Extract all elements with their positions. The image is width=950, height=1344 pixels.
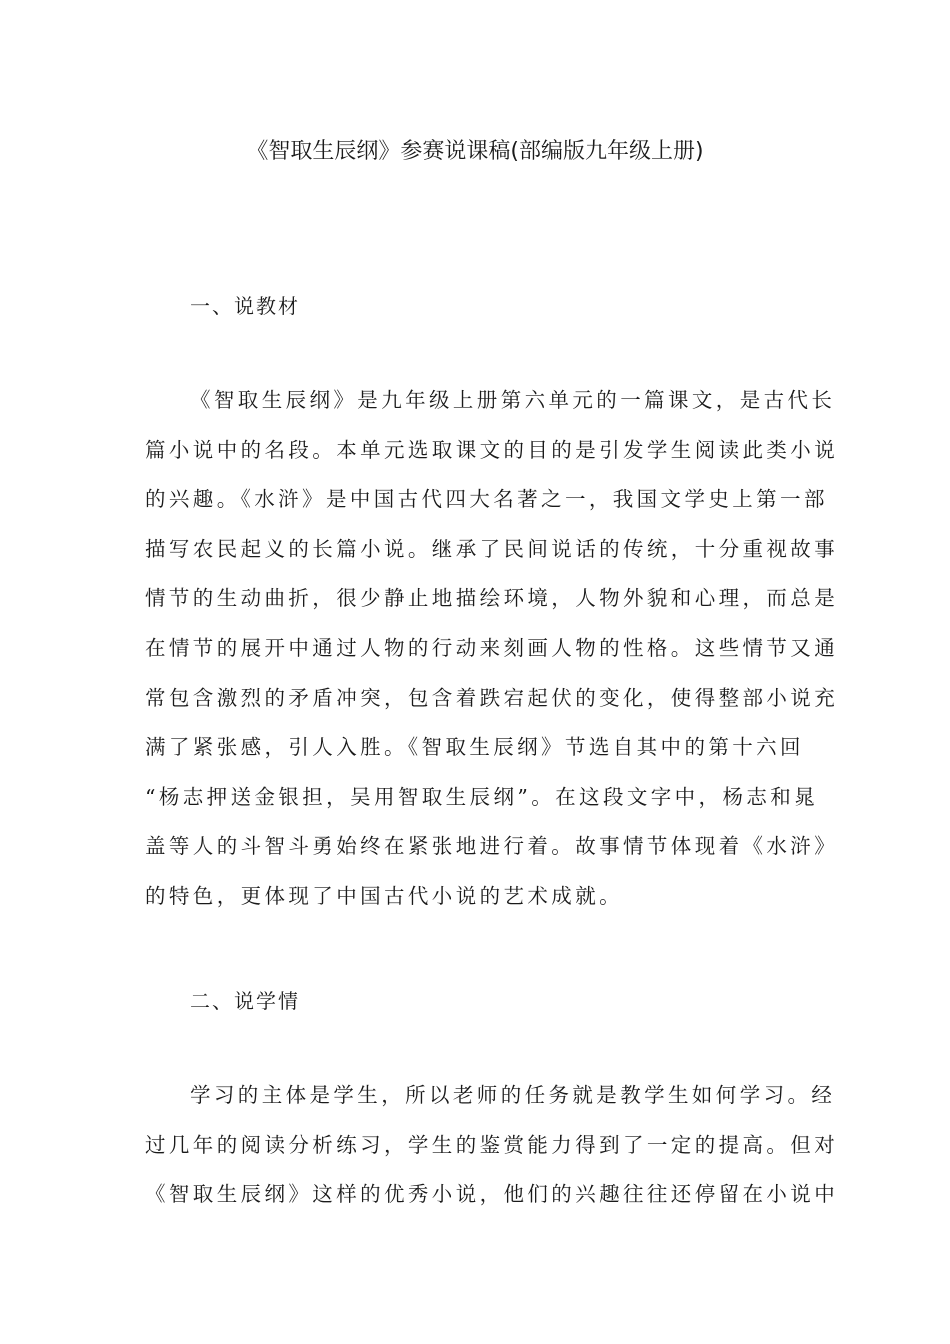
section-heading-students: 二、说学情 [190, 989, 300, 1013]
paragraph-line: 《智取生辰纲》这样的优秀小说，他们的兴趣往往还停留在小说中 [145, 1182, 839, 1207]
document-title: 《智取生辰纲》参赛说课稿(部编版九年级上册) [246, 139, 704, 164]
paragraph-line: 《智取生辰纲》是九年级上册第六单元的一篇课文，是古代长 [190, 388, 836, 412]
paragraph-line: 常包含激烈的矛盾冲突，包含着跌宕起伏的变化，使得整部小说充 [145, 685, 839, 710]
paragraph-line: 盖等人的斗智斗勇始终在紧张地进行着。故事情节体现着《水浒》 [145, 834, 839, 859]
paragraph-line: 描写农民起义的长篇小说。继承了民间说话的传统，十分重视故事 [145, 536, 839, 561]
paragraph-line: 满了紧张感，引人入胜。《智取生辰纲》节选自其中的第十六回 [145, 735, 804, 760]
paragraph-line: 篇小说中的名段。本单元选取课文的目的是引发学生阅读此类小说 [145, 437, 839, 462]
paragraph-line: “杨志押送金银担，吴用智取生辰纲”。在这段文字中，杨志和晁 [145, 784, 819, 809]
section-heading-textbook: 一、说教材 [190, 294, 300, 318]
paragraph-line: 过几年的阅读分析练习，学生的鉴赏能力得到了一定的提高。但对 [145, 1132, 839, 1157]
paragraph-line: 情节的生动曲折，很少静止地描绘环境，人物外貌和心理，而总是 [145, 586, 839, 611]
paragraph-line: 在情节的展开中通过人物的行动来刻画人物的性格。这些情节又通 [145, 635, 839, 660]
paragraph-students [145, 1080, 839, 1229]
paragraph-line: 的兴趣。《水浒》是中国古代四大名著之一，我国文学史上第一部 [145, 487, 828, 512]
paragraph-textbook [145, 385, 839, 931]
paragraph-line: 学习的主体是学生，所以老师的任务就是教学生如何学习。经 [190, 1083, 836, 1107]
paragraph-line: 的特色，更体现了中国古代小说的艺术成就。 [145, 883, 623, 908]
